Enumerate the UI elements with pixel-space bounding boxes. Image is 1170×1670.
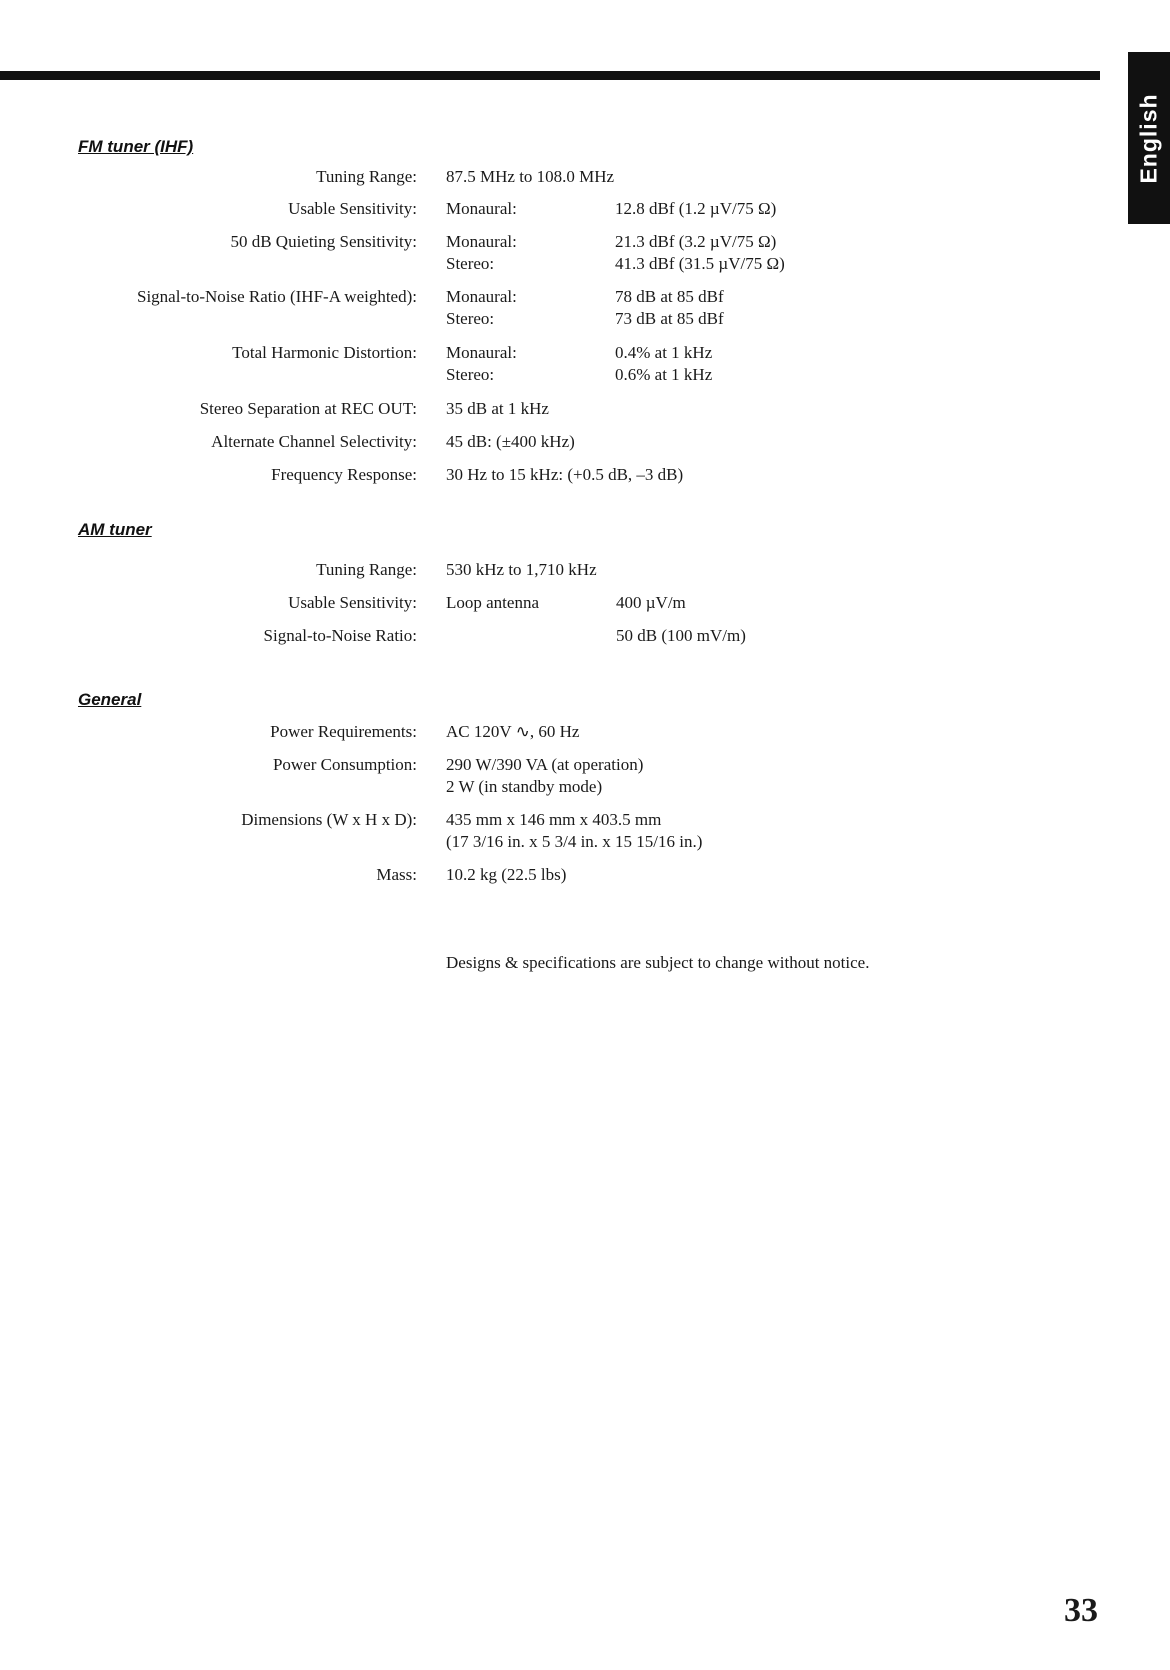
- spec-value: 45 dB: (±400 kHz): [446, 432, 575, 451]
- spec-value: 30 Hz to 15 kHz: (+0.5 dB, –3 dB): [446, 465, 684, 484]
- spec-mode: Stereo:: [446, 365, 495, 384]
- spec-label: Usable Sensitivity:: [288, 593, 417, 612]
- spec-label: Power Consumption:: [272, 755, 417, 774]
- spec-value: (17 3/16 in. x 5 3/4 in. x 15 15/16 in.): [446, 832, 703, 851]
- spec-mode: Monaural:: [446, 287, 517, 306]
- spec-label: Dimensions (W x H x D):: [241, 810, 417, 829]
- section-title-fm: FM tuner (IHF): [78, 137, 194, 156]
- spec-value: 87.5 MHz to 108.0 MHz: [446, 167, 615, 186]
- spec-value: AC 120V ∿, 60 Hz: [446, 722, 580, 741]
- spec-mode: Monaural:: [446, 343, 517, 362]
- spec-value: 290 W/390 VA (at operation): [446, 755, 644, 774]
- top-rule: [0, 71, 1100, 80]
- spec-label: Frequency Response:: [271, 465, 417, 484]
- spec-label: 50 dB Quieting Sensitivity:: [230, 232, 417, 251]
- spec-value: 0.6% at 1 kHz: [615, 365, 713, 384]
- spec-value: 0.4% at 1 kHz: [615, 343, 713, 362]
- spec-label: Mass:: [376, 865, 417, 884]
- spec-value: 435 mm x 146 mm x 403.5 mm: [446, 810, 662, 829]
- spec-value: 2 W (in standby mode): [446, 777, 603, 796]
- language-tab: [1128, 52, 1170, 224]
- spec-mode: Loop antenna: [446, 593, 539, 612]
- spec-value: 73 dB at 85 dBf: [615, 309, 724, 328]
- spec-value: 530 kHz to 1,710 kHz: [446, 560, 597, 579]
- spec-label: Total Harmonic Distortion:: [232, 343, 417, 362]
- spec-label: Stereo Separation at REC OUT:: [199, 399, 417, 418]
- spec-value: 50 dB (100 mV/m): [616, 626, 746, 645]
- page-number: 33: [1064, 1592, 1098, 1629]
- spec-mode: Stereo:: [446, 254, 495, 273]
- spec-value: 10.2 kg (22.5 lbs): [446, 865, 567, 884]
- spec-label: Tuning Range:: [316, 167, 417, 186]
- spec-label: Signal-to-Noise Ratio (IHF-A weighted):: [137, 287, 417, 306]
- change-notice: Designs & specifications are subject to change without notice.: [446, 953, 870, 972]
- spec-label: Alternate Channel Selectivity:: [211, 432, 417, 451]
- spec-value: 78 dB at 85 dBf: [615, 287, 724, 306]
- spec-label: Usable Sensitivity:: [288, 199, 417, 218]
- spec-value: 12.8 dBf (1.2 µV/75 Ω): [615, 199, 777, 218]
- spec-value: 35 dB at 1 kHz: [446, 399, 549, 418]
- spec-label: Signal-to-Noise Ratio:: [263, 626, 417, 645]
- spec-mode: Stereo:: [446, 309, 495, 328]
- spec-label: Tuning Range:: [316, 560, 417, 579]
- spec-label: Power Requirements:: [270, 722, 417, 741]
- spec-value: 41.3 dBf (31.5 µV/75 Ω): [615, 254, 785, 273]
- spec-mode: Monaural:: [446, 232, 517, 251]
- language-tab-label: English: [1135, 92, 1162, 184]
- spec-value: 21.3 dBf (3.2 µV/75 Ω): [615, 232, 777, 251]
- spec-value: 400 µV/m: [616, 593, 686, 612]
- section-title-general: General: [78, 690, 142, 709]
- section-title-am: AM tuner: [78, 520, 152, 539]
- spec-mode: Monaural:: [446, 199, 517, 218]
